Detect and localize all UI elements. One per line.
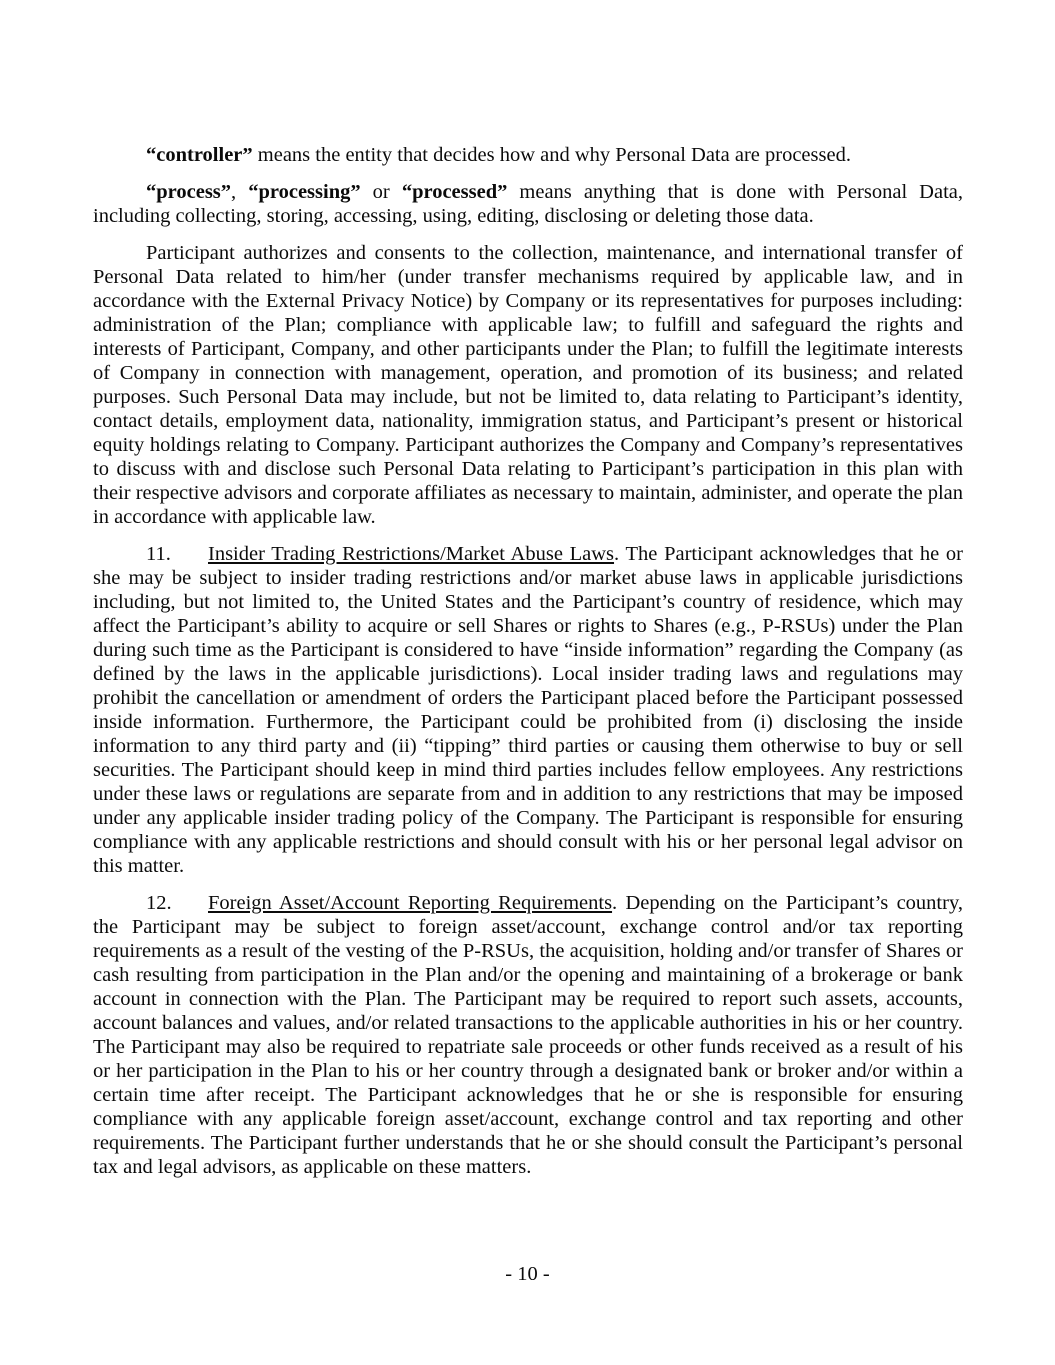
section-11-insider-trading-restrictions-run-underline: Insider Trading Restrictions/Market Abuse Laws xyxy=(208,543,615,565)
definition-process-run-bold: “processing” xyxy=(248,181,361,203)
section-12-foreign-asset-account-reporting-run-normal: . Depending on the Participant’s country, the Participant may be subject to foreign asset/account, exchange control and/or tax reporting requirements as a result of the vesting of the P-RSUs, the acquisition, holding and/or transfer of Shares or cash resulting from participation in the Plan and/or the opening and maintaining of a brokerage or bank account in connection with the Plan. The Participant may be required to report such assets, accounts, account balances and values, and/or related transactions to the applicable authorities in his or her country. The Participant may also be required to repatriate sale proceeds or other funds received as a result of his or her participation in the Plan to his or her country through a designated bank or broker and/or within a certain time after receipt. The Participant acknowledges that he or she is responsible for ensuring compliance with any applicable foreign asset/account, exchange control and tax reporting and other requirements. The Participant further understands that he or she should consult the Participant’s personal tax and legal advisors, as applicable on these matters. xyxy=(93,892,963,1178)
section-11-insider-trading-restrictions-run-num: 11. xyxy=(146,543,171,565)
definition-process xyxy=(93,180,963,228)
definition-process-run-bold: “process” xyxy=(146,181,232,203)
definition-process-run-bold: “processed” xyxy=(401,181,508,203)
page-number: - 10 - xyxy=(505,1263,550,1285)
section-12-foreign-asset-account-reporting-run-underline: Foreign Asset/Account Reporting Requirements xyxy=(208,892,613,914)
paragraph-personal-data-consent xyxy=(93,241,963,529)
definition-process-run-normal: or xyxy=(360,181,402,203)
paragraph-personal-data-consent-run-normal: Participant authorizes and consents to the collection, maintenance, and international transfer of Personal Data related to him/her (under transfer mechanisms required by applicable law, and in accordance with the External Privacy Notice) by Company or its representatives for purposes including: administration of the Plan; compliance with applicable law; to fulfill and safeguard the rights and interests of Participant, Company, and other participants under the Plan; to fulfill the legitimate interests of Company in connection with management, operation, and promotion of its business; and related purposes. Such Personal Data may include, but not be limited to, data relating to Participant’s identity, contact details, employment data, nationality, immigration status, and Participant’s present or historical equity holdings relating to Company. Participant authorizes the Company and Company’s representatives to discuss with and disclose such Personal Data relating to Participant’s participation in this plan with their respective advisors and corporate affiliates as necessary to maintain, administer, and operate the plan in accordance with applicable law. xyxy=(93,242,963,528)
definition-controller-run-bold: “controller” xyxy=(146,144,253,166)
section-11-insider-trading-restrictions-run-normal: . The Participant acknowledges that he or she may be subject to insider trading restrictions and/or market abuse laws in applicable jurisdictions including, but not limited to, the United States and the Participant’s country of residence, which may affect the Participant’s ability to acquire or sell Shares or rights to Shares (e.g., P-RSUs) under the Plan during such time as the Participant is considered to have “inside information” regarding the Company (as defined by the laws in the applicable jurisdictions). Local insider trading laws and regulations may prohibit the cancellation or amendment of orders the Participant placed before the Participant possessed inside information. Furthermore, the Participant could be prohibited from (i) disclosing the inside information to any third party and (ii) “tipping” third parties or causing them otherwise to buy or sell securities. The Participant should keep in mind third parties includes fellow employees. Any restrictions under these laws or regulations are separate from and in addition to any restrictions that may be imposed under any applicable insider trading policy of the Company. The Participant is responsible for ensuring compliance with any applicable restrictions and should consult with his or her personal legal advisor on this matter. xyxy=(93,543,963,877)
section-12-foreign-asset-account-reporting-run-num: 12. xyxy=(146,892,172,914)
definition-process-run-normal: , xyxy=(231,181,249,203)
document-body xyxy=(93,143,963,1192)
definition-controller xyxy=(93,143,963,167)
definition-controller-run-normal: means the entity that decides how and why Personal Data are processed. xyxy=(252,144,851,166)
section-12-foreign-asset-account-reporting xyxy=(93,891,963,1179)
definition-process-run-normal: means anything that is done with Personal Data, including collecting, storing, accessing, using, editing, disclosing or deleting those data. xyxy=(93,181,964,227)
section-11-insider-trading-restrictions xyxy=(93,542,963,878)
